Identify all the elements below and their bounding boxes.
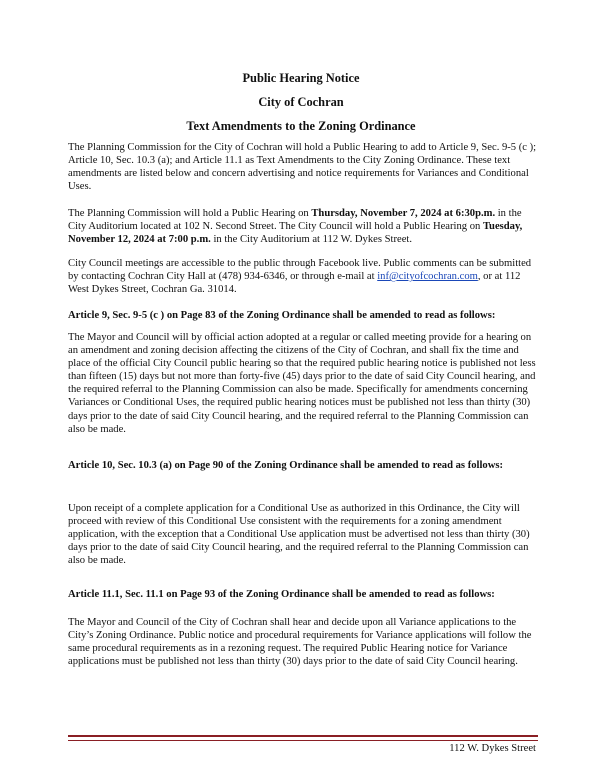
hearing-text-2: in the City Auditorium located at 102 N. Second Street. The City Council will hold a Public Hearing on [68, 208, 522, 233]
footer-rule [68, 735, 538, 737]
hearing-text-3: in the City Auditorium at 112 W. Dykes Street. [210, 234, 412, 246]
city-name: City of Cochran [258, 95, 344, 109]
footer-address: 112 W. Dykes Street [449, 743, 536, 754]
article-heading: Article 9, Sec. 9-5 (c ) on Page 83 of the Zoning Ordinance shall be amended to read as follows: [68, 310, 496, 321]
hearing-text-1: The Planning Commission will hold a Public Hearing on [68, 208, 312, 219]
document-subject: Text Amendments to the Zoning Ordinance [186, 119, 416, 133]
meetings-paragraph [68, 257, 538, 296]
planning-hearing-date: Thursday, November 7, 2024 at 6:30p.m. [311, 208, 496, 219]
article-heading: Article 10, Sec. 10.3 (a) on Page 90 of the Zoning Ordinance shall be amended to read as follows: [68, 460, 504, 471]
article-body: The Mayor and Council will by official action adopted at a regular or called meeting provide for a hearing on an amendment and zoning decision affecting the citizens of the City of Cochran, and shall fix the time and place of the official City Council public hearing so that the required public hearing notice is published not less than fifteen (15) days but not more than forty-five (45) days prior to the date of said City Council hearing, and the required referral to the Planning Commission can also be made. Specifically for amendments concerning Variances or Conditional Uses, the required public hearing notices must be published not less than thirty (30) days prior to the date of said City Council hearing, and the required referral to the Planning Commission can also be made. [68, 332, 536, 435]
footer-rule-thin [68, 740, 538, 741]
article-heading: Article 11.1, Sec. 11.1 on Page 93 of the Zoning Ordinance shall be amended to read as follows: [68, 589, 495, 600]
meetings-text-2: , or at 112 West Dykes Street, Cochran Ga. 31014. [68, 271, 521, 296]
meetings-text-1: City Council meetings are accessible to the public through Facebook live. Public comments can be submitted by contacting Cochran City Hall at (478) 934-6346, or through e-mail at [68, 258, 532, 283]
intro-paragraph: The Planning Commission for the City of Cochran will hold a Public Hearing to add to Article 9, Sec. 9-5 (c ); Article 10, Sec. 10.3 (a); and Article 11.1 as Text Amendments to the City Zoning Ordinance. These text amendments are listed below and concern advertising and notice requirements for Variances and Conditional Uses. [68, 142, 537, 193]
document-title: Public Hearing Notice [242, 71, 360, 85]
article-body: Upon receipt of a complete application for a Conditional Use as authorized in this Ordinance, the City will proceed with review of this Conditional Use consistent with the requirements for a zoning amendment application, with the exception that a Conditional Use application must be advertised not less than thirty (30) days prior to the date of said City Council hearing, and the required referral to the Planning Commission can also be made. [68, 503, 530, 567]
email-link[interactable]: inf@cityofcochran.com [377, 271, 478, 283]
article-body: The Mayor and Council of the City of Cochran shall hear and decide upon all Variance applications to the City’s Zoning Ordinance. Public notice and procedural requirements for Variance applications will follow the same procedural requirements as in a rezoning request. The required Public Hearing notice for Variance applications must be published not less than thirty (30) days prior to the date of said City Council hearing. [68, 617, 532, 668]
hearing-paragraph [68, 207, 538, 246]
council-hearing-date: Tuesday, November 12, 2024 at 7:00 p.m. [68, 221, 523, 246]
